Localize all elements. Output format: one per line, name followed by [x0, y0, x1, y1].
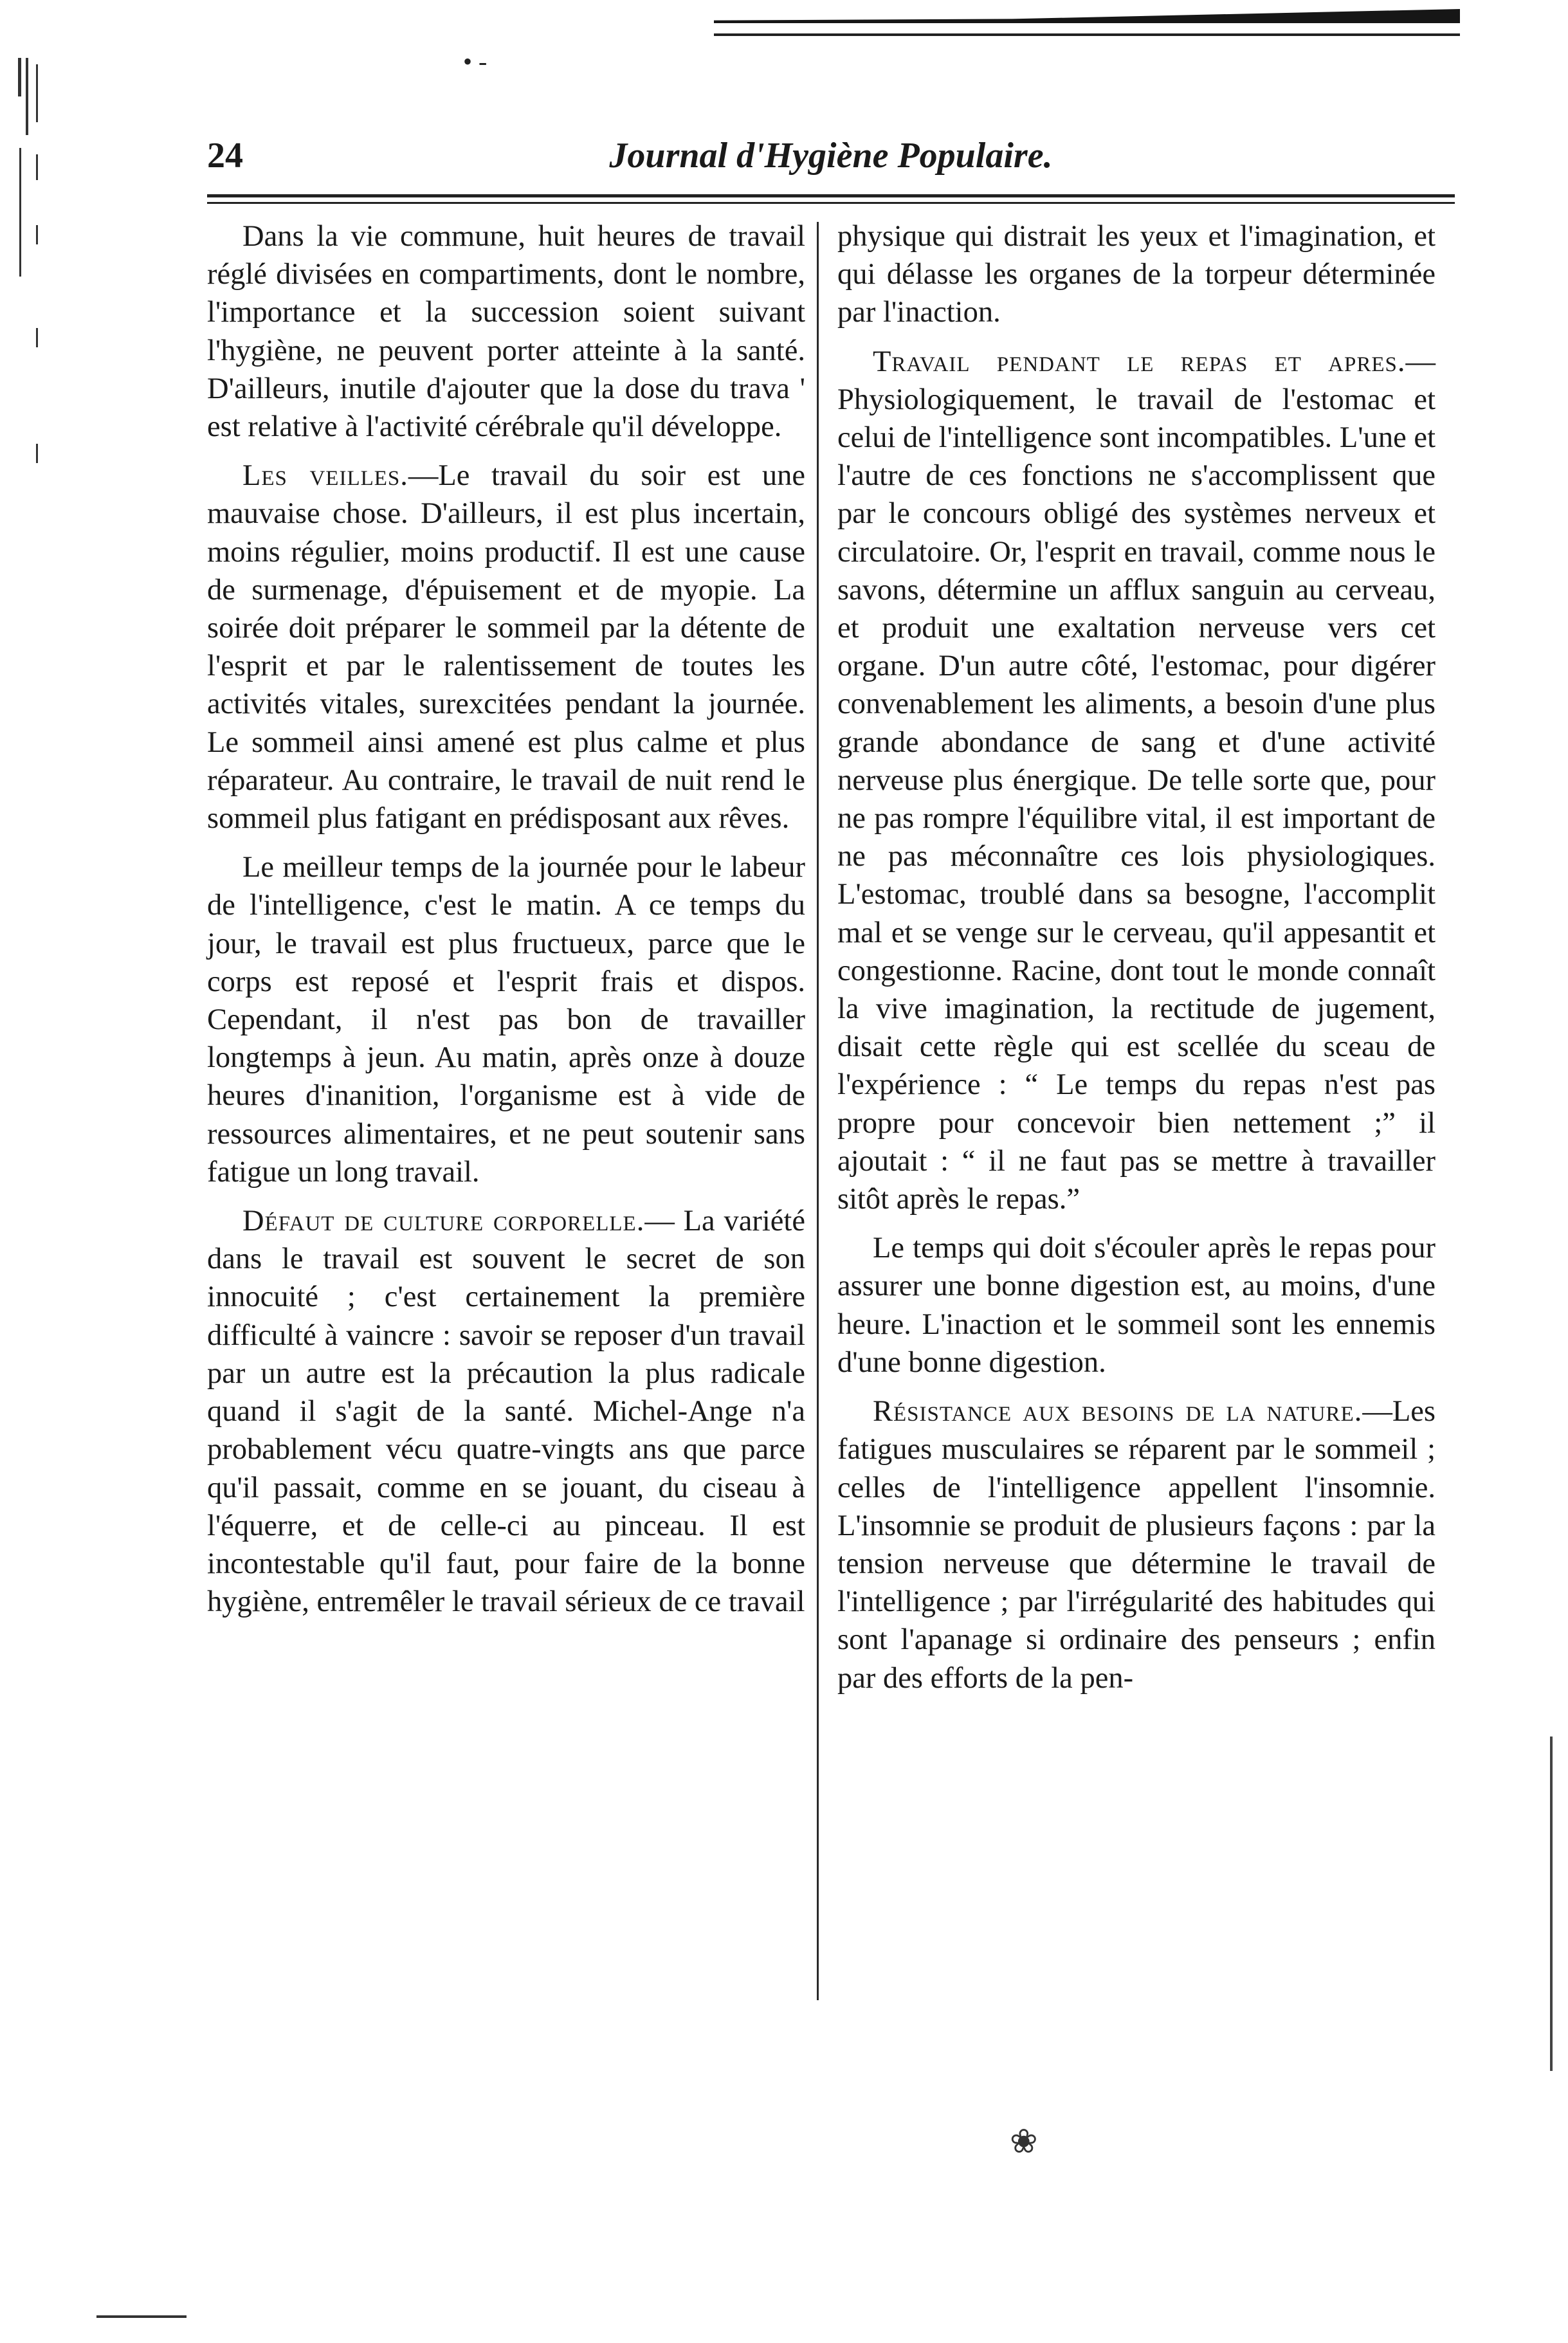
- header-rule-thick: [207, 194, 1455, 197]
- paragraph: [837, 1392, 1436, 1697]
- section-heading: Défaut de culture corporelle.: [242, 1205, 645, 1238]
- binding-edge-marks: [13, 58, 51, 508]
- left-column: [207, 217, 805, 1632]
- running-head: [207, 129, 1455, 187]
- section-heading: Résistance aux besoins de la nature.: [873, 1395, 1363, 1428]
- paragraph: Le meilleur temps de la journée pour le labeur de l'intelligence, c'est le matin. A ce temps du jour, le travail est plus fructueux, parce que le corps est reposé et l'esprit frais et dispos. Cependant, il n'est pas bon de travailler longtemps à jeun. Au matin, après onze à douze heures d'inanition, l'organisme est à vide de ressources alimentaires, et ne peut soutenir sans fatigue un long travail.: [207, 851, 805, 1189]
- column-divider: [817, 222, 819, 2000]
- paragraph-body: —Physiologiquement, le travail de l'estomac et celui de l'intelligence sont incompatibles. L'une et l'autre de ces fonctions ne s'accomplissent que par le concours obligé des systèmes nerveux et circulatoire. Or, l'esprit en travail, comme nous le savons, détermine un afflux sanguin au cerveau, et produit une exaltation nerveuse vers cet organe. D'un autre côté, l'estomac, pour digérer convenablement les aliments, a besoin d'une plus grande abondance de sang et d'une activité nerveuse plus énergique. De telle sorte que, pour ne pas rompre l'équilibre vital, il est important de ne pas méconnaître ces lois physiologiques. L'estomac, troublé dans sa besogne, l'accomplit mal et se venge sur le cerveau, qu'il appesantit et congestionne. Racine, dont tout le monde connaît la vive imagination, la rectitude de jugement, disait cette règle qui est scellée du sceau de l'expérience : “ Le temps du repas n'est pas propre pour concevoir bien nettement ;” il ajoutait : “ il ne faut pas se mettre à travailler sitôt après le repas.”: [837, 345, 1436, 1216]
- top-rule-thin: [714, 33, 1460, 36]
- paragraph-body: —Les fatigues musculaires se réparent par le sommeil ; celles de l'intelligence appellent l'insomnie. L'insomnie se produit de plusieurs façons : par la tension nerveuse que détermine le travail de l'intelligence ; par l'irrégularité des habitudes qui sont l'apanage si ordinaire des penseurs ; enfin par des efforts de la pen-: [837, 1395, 1436, 1695]
- right-column: [837, 217, 1436, 1708]
- paragraph-body: —Le travail du soir est une mauvaise chose. D'ailleurs, il est plus incertain, moins régulier, moins productif. Il est une cause de surmenage, d'épuisement et de myopie. La soirée doit préparer le sommeil par la détente de l'esprit et par le ralentissement de toutes les activités vitales, surexcitées pendant la journée. Le sommeil ainsi amené est plus calme et plus réparateur. Au contraire, le travail de nuit rend le sommeil plus fatigant en prédisposant aux rêves.: [207, 459, 805, 835]
- top-speck-mark: • -: [463, 47, 488, 76]
- section-heading: Travail pendant le repas et apres.: [873, 345, 1406, 378]
- page-number: 24: [207, 136, 243, 176]
- paragraph: Le temps qui doit s'écouler après le repas pour assurer une bonne digestion est, au moins, d'une heure. L'inaction et le sommeil sont les ennemis d'une bonne digestion.: [837, 1232, 1436, 1379]
- bottom-edge-mark: [96, 2315, 187, 2318]
- paragraph: Dans la vie commune, huit heures de travail réglé divisées en compartiments, dont le nombre, l'importance et la succession soient suivant l'hygiène, ne peuvent porter atteinte à la santé. D'ailleurs, inutile d'ajouter que la dose du trava ' est relative à l'activité cérébrale qu'il développe.: [207, 220, 805, 444]
- top-rule: [714, 9, 1460, 23]
- header-rule-thin: [207, 202, 1455, 204]
- flower-ornament-icon: ❀: [1010, 2124, 1038, 2160]
- paragraph: [207, 457, 805, 837]
- journal-title: Journal d'Hygiène Populaire.: [609, 136, 1053, 176]
- right-edge-mark: [1550, 1737, 1553, 2071]
- section-heading: Les veilles.: [242, 459, 408, 493]
- paragraph-body: — La variété dans le travail est souvent le secret de son innocuité ; c'est certainement la première difficulté à vaincre : savoir se reposer d'un travail par un autre est la précaution la plus radicale quand il s'agit de la santé. Michel-Ange n'a probablement vécu quatre-vingts ans que parce qu'il passait, comme en se jouant, du ciseau à l'équerre, et de celle-ci au pinceau. Il est incontestable qu'il faut, pour faire de la bonne hygiène, entremêler le travail sérieux de ce travail: [207, 1205, 805, 1619]
- paragraph: [207, 1202, 805, 1621]
- paragraph: [837, 343, 1436, 1219]
- paragraph: physique qui distrait les yeux et l'imagination, et qui délasse les organes de la torpeur déterminée par l'inaction.: [837, 220, 1436, 329]
